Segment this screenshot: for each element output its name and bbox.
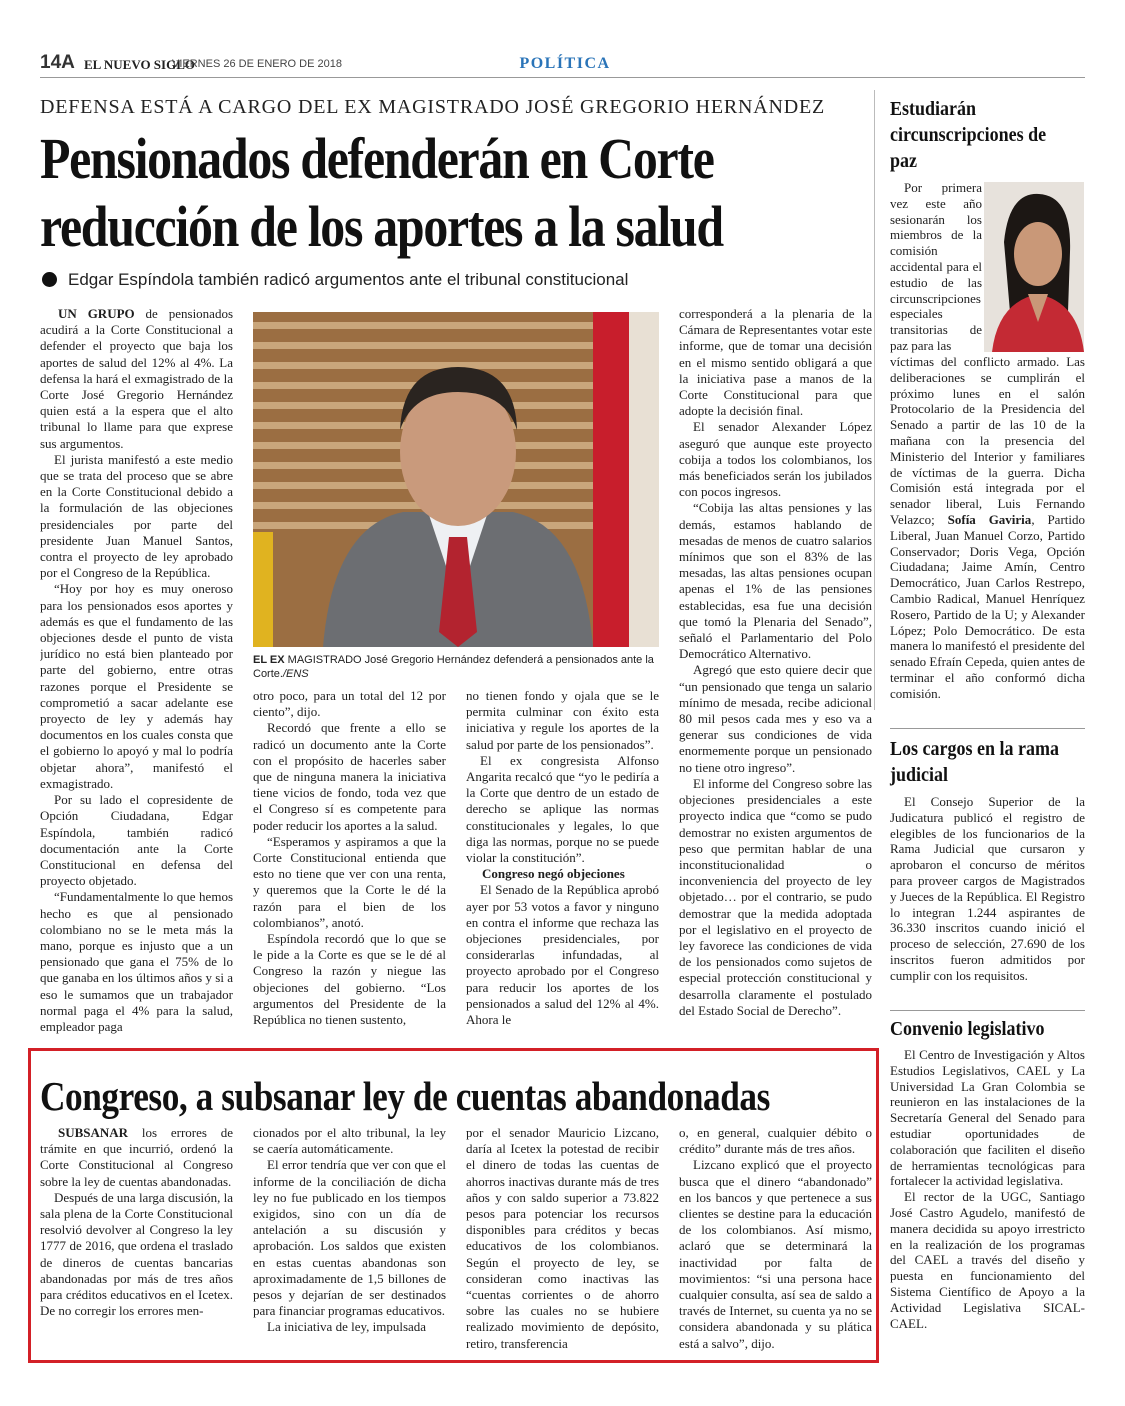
paragraph: “Hoy por hoy es muy oneroso para los pensionados esos aportes y además es que el fundamento de las objeciones desde el punto de vista jurídico no está bien planteado por parte del gobierno, entre otras razones porque el Presidente se comprometió a sacar adelante ese proyecto de ley y además hay documentos en los cuales consta que el gobierno lo apoyó y mal lo podría objetar ahora”, manifestó el exmagistrado. bbox=[40, 581, 233, 791]
article-column-3 bbox=[466, 688, 659, 1048]
sidebar-text-3 bbox=[890, 1047, 1085, 1331]
sidebar-text-1b bbox=[890, 354, 1085, 702]
portrait-man-photo bbox=[253, 312, 659, 647]
box-headline: Congreso, a subsanar ley de cuentas abandonadas bbox=[40, 1073, 770, 1119]
sidebar-divider bbox=[874, 90, 875, 710]
box-column-4 bbox=[679, 1125, 872, 1357]
sidebar-text-1a bbox=[890, 180, 982, 354]
photo-caption bbox=[253, 653, 663, 681]
sidebar-rule bbox=[890, 728, 1085, 729]
paragraph: de pensionados acudirá a la Corte Constitucional a defender el proyecto que baja los aportes de salud del 12% al 4%. La defensa la hará el exmagistrado de la Corte José Gregorio Hernández quien está a la espera que el alto tribunal lo llame para que exprese sus argumentos. bbox=[40, 306, 233, 451]
newspaper-name: EL NUEVO SIGLO bbox=[84, 57, 195, 72]
photo-credit: /ENS bbox=[282, 668, 309, 680]
subheading: Congreso negó objeciones bbox=[482, 866, 625, 882]
article-column-4 bbox=[679, 306, 872, 1048]
box-column-1 bbox=[40, 1125, 233, 1357]
paragraph: “Fundamentalmente lo que hemos hecho es que al pensionado colombiano no se le meta más la mano, porque es injusto que a un pensionado que gana el 75% de lo que ganaba en los últimos años y si a eso le sumamos que un trabajador normal paga el 4% para la salud, empleador paga bbox=[40, 889, 233, 1034]
sidebar-title-rama-judicial: Los cargos en la rama judicial bbox=[890, 738, 1059, 786]
portrait-woman-photo bbox=[984, 182, 1084, 352]
sidebar-rule bbox=[890, 1010, 1085, 1011]
paragraph: El senador Alexander López aseguró que aunque este proyecto cobija a todos los colombianos, los más beneficiados serán los jubilados con pocos ingresos. bbox=[679, 419, 872, 500]
paragraph: Después de una larga discusión, la sala plena de la Corte Constitucional resolvió devolver al Congreso la ley 1777 de 2016, que ordena el traslado de dineros de cuentas bancarias abandonadas por más de tres años para créditos educativos en el Icetex. De no corregir los errores men- bbox=[40, 1189, 233, 1319]
paragraph: El informe del Congreso sobre las objeciones presidenciales a este proyecto indica que “como se pudo demostrar no existen argumentos de peso que permitan hablar de una inconstitucionalidad o inconveniencia del proyecto de ley objetado… por el contrario, se pudo demostrar que la medida adoptada por el legislativo en el proyecto de ley favorece las condiciones de vida de los pensionados como sujetos de especial protección constitucional y desarrolla claramente el postulado del Estado Social de Derecho”. bbox=[679, 775, 872, 1018]
paragraph: Recordó que frente a ello se radicó un documento ante la Corte con el propósito de hacerles saber que de ninguna manera la iniciativa tiene vicios de fondo, toda vez que el Congreso sí es competente para poder reducir los aportes a la salud. bbox=[253, 720, 446, 833]
paragraph: , Partido Liberal, Juan Manuel Corzo, Partido Conservador; Doris Vega, Opción Ciudadana; Jaime Amín, Centro Democrático, Juan Carlos Restrepo, Cambio Radical, Manuel Henríquez Rosero, Partido de la U; y Alexander López; Polo Democrático. De esta manera lo manifestó el presidente del senado Efraín Cepeda, quien antes de terminar el año conformó dicha comisión. bbox=[890, 511, 1085, 701]
lead-in: SUBSANAR bbox=[58, 1125, 129, 1140]
headline-line-2: reducción de los aportes a la salud bbox=[40, 194, 723, 259]
paragraph: no tienen fondo y ojala que se le permita culminar con éxito esta iniciativa y regule los aportes de la salud por parte de los pensionados”. bbox=[466, 688, 659, 752]
article-column-1 bbox=[40, 306, 233, 1048]
paragraph: por el senador Mauricio Lizcano, daría al Icetex la potestad de recibir el dinero de todas las cuentas de ahorros inactivas durante más de tres años y con saldo superior a 73.822 pesos para potenciar los recursos disponibles para créditos y becas educativos de los colombianos. Según el proyecto de ley, se consideran como inactivas las “cuentas corrientes o de ahorro sobre las cuales no se hubiere realizado movimiento de depósito, retiro, transferencia bbox=[466, 1125, 659, 1351]
paragraph: La iniciativa de ley, impulsada bbox=[267, 1319, 427, 1335]
sidebar-title-convenio: Convenio legislativo bbox=[890, 1018, 1045, 1040]
sidebar-text-2 bbox=[890, 794, 1085, 984]
lead-in: UN GRUPO bbox=[58, 306, 135, 321]
paragraph: Espíndola recordó que lo que se le pide a la Corte es que se le dé al Congreso la razón y niegue las objeciones del gobierno. “Los argumentos del Presidente de la República no tienen sustento, bbox=[253, 931, 446, 1028]
paragraph: El ex congresista Alfonso Angarita recalcó que “yo le pediría a la Corte que dentro de un estado de derecho se aplique las normas constitucionales y legales, lo que diga las normas, porque no se puede violar la constitución”. bbox=[466, 752, 659, 866]
article-kicker: DEFENSA ESTÁ A CARGO DEL EX MAGISTRADO JOSÉ GREGORIO HERNÁNDEZ bbox=[40, 96, 825, 118]
paragraph: los errores de trámite en que incurrió, ordenó la Corte Constitucional al Congreso sobre la ley de cuentas abandonadas. bbox=[40, 1125, 233, 1189]
header-rule bbox=[40, 77, 1085, 78]
paragraph: Agregó que esto quiere decir que “un pensionado que tenga un salario mínimo de mesada, recibe adicional 80 mil pesos cada mes y eso va a generar sus condiciones de vida enormemente porque un pensionado no tiene otro ingreso”. bbox=[679, 662, 872, 775]
paragraph: Lizcano explicó que el proyecto busca que el dinero “abandonado” en los bancos y que pertenece a sus clientes se destine para la educación de los colombianos. Así mismo, aclaró que se determinará la inactividad por falta de movimientos: “si una persona hace cualquier consulta, así sea de saldo a través de Internet, su cuenta ya no se considera abandonada y su plática está a salvo”, dijo. bbox=[679, 1157, 872, 1351]
box-column-2 bbox=[253, 1125, 446, 1357]
paragraph: El Senado de la República aprobó ayer por 53 votos a favor y ninguno en contra el informe que rechaza las objeciones presidenciales, por considerarlas infundadas, al proyecto aprobado por el Congreso para reducir los aportes de los pensionados a salud del 12% al 4%. Ahora le bbox=[466, 882, 659, 1028]
paragraph: El error tendría que ver con que el informe de la conciliación de dicha ley no fue publicado en los tiempos exigidos, sino con un día de antelación a su discusión y aprobación. Los saldos que existen en estas cuentas abandonas son aproximadamente de 1,5 billones de pesos y dejarían de ser destinados para financiar programas educativos. bbox=[253, 1157, 446, 1319]
article-photo bbox=[253, 312, 659, 647]
paragraph: corresponderá a la plenaria de la Cámara de Representantes votar este informe, que de tomar una decisión en el mismo sentido obligará a que la iniciativa pase a manos de la Corte Constitucional para que adopte la decisión final. bbox=[679, 306, 872, 419]
box-column-3 bbox=[466, 1125, 659, 1357]
paragraph: o, en general, cualquier débito o crédito” durante más de tres años. bbox=[679, 1125, 872, 1157]
caption-text: MAGISTRADO José Gregorio Hernández defenderá a pensionados ante la Corte. bbox=[253, 654, 654, 680]
paragraph: otro poco, para un total del 12 por ciento”, dijo. bbox=[253, 688, 446, 720]
headline-line-1: Pensionados defenderán en Corte bbox=[40, 126, 714, 191]
article-column-2 bbox=[253, 688, 446, 1048]
sidebar-title-circunscripciones: Estudiarán circunscripciones de paz bbox=[890, 98, 1047, 172]
bold-name: Sofía Gaviria bbox=[947, 511, 1032, 527]
section-label: POLÍTICA bbox=[519, 55, 611, 72]
paragraph: El jurista manifestó a este medio que se trata del proceso que se abre en la Corte Constitucional debido a la formulación de las objeciones presidenciales por parte del presidente Juan Manuel Santos, contra el proyecto de ley aprobado por el Congreso de la República. bbox=[40, 451, 233, 581]
sidebar-photo bbox=[984, 182, 1084, 352]
paragraph: “Cobija las altas pensiones y las demás, estamos hablando de mesadas de menos de cuatro salarios mínimos que son el 83% de las mesadas, las altas pensiones ocupan apenas el 1% de las pensiones establecidas, esa fue una decisión que tomó la Plenaria del Senado”, señaló el Parlamentario del Polo Democrático Alternativo. bbox=[679, 500, 872, 662]
article-deck: Edgar Espíndola también radicó argumentos ante el tribunal constitucional bbox=[68, 270, 629, 289]
caption-lead: EL EX bbox=[253, 654, 285, 666]
article-headline bbox=[40, 125, 754, 261]
paragraph: Por primera vez este año sesionarán los miembros de la comisión accidental para el estudio de las circunscripciones especiales transitorias de paz para las bbox=[890, 180, 982, 353]
paragraph: “Esperamos y aspiramos a que la Corte Constitucional entienda que esto no tiene que ver con una renta, y queremos que la Corte le dé la razón para el bien de los colombianos”, anotó. bbox=[253, 833, 446, 930]
paragraph: El Consejo Superior de la Judicatura publicó el registro de elegibles de los funcionarios de la Rama Judicial que cursaron y aprobaron el concurso de méritos para proveer cargos de Magistrados y Jueces de la República. El Registro lo integran 1.244 aspirantes de 36.330 inscritos cuando inició el proceso de selección, 27.690 de los inscritos fueron admitidos por cumplir con los requisitos. bbox=[890, 794, 1085, 983]
paragraph: víctimas del conflicto armado. Las deliberaciones se cumplirán el próximo lunes en el salón Protocolario de la Presidencia del Senado a partir de las 10 de la mañana con la presencia del Ministerio del Interior y familiares de víctimas de la guerra. Dicha Comisión está integrada por el senador liberal, Luis Fernando Velazco; bbox=[890, 354, 1085, 527]
paragraph: cionados por el alto tribunal, la ley se caería automáticamente. bbox=[253, 1125, 446, 1157]
issue-date: VIERNES 26 DE ENERO DE 2018 bbox=[172, 58, 342, 70]
paragraph: El Centro de Investigación y Altos Estudios Legislativos, CAEL y La Universidad La Gran Colombia se reunieron en las instalaciones de la Secretaría General del Senado para estudiar oportunidades de colaboración que faciliten el diseño de herramientas tecnológicas para fortalecer la actividad legislativa. bbox=[890, 1047, 1085, 1189]
page-number: 14A bbox=[40, 52, 75, 73]
paragraph: Por su lado el copresidente de Opción Ciudadana, Edgar Espíndola, también radicó documentación ante la Corte Constitucional en defensa del proyecto objetado. bbox=[40, 792, 233, 889]
bullet-icon bbox=[42, 272, 57, 287]
paragraph: El rector de la UGC, Santiago José Castro Agudelo, manifestó de manera decidida su apoyo irrestricto en la realización de los programas del CAEL a través del diseño y puesta en funcionamiento del Sistema Científico de Apoyo a la Actividad Legislativa SICAL- CAEL. bbox=[890, 1189, 1085, 1331]
